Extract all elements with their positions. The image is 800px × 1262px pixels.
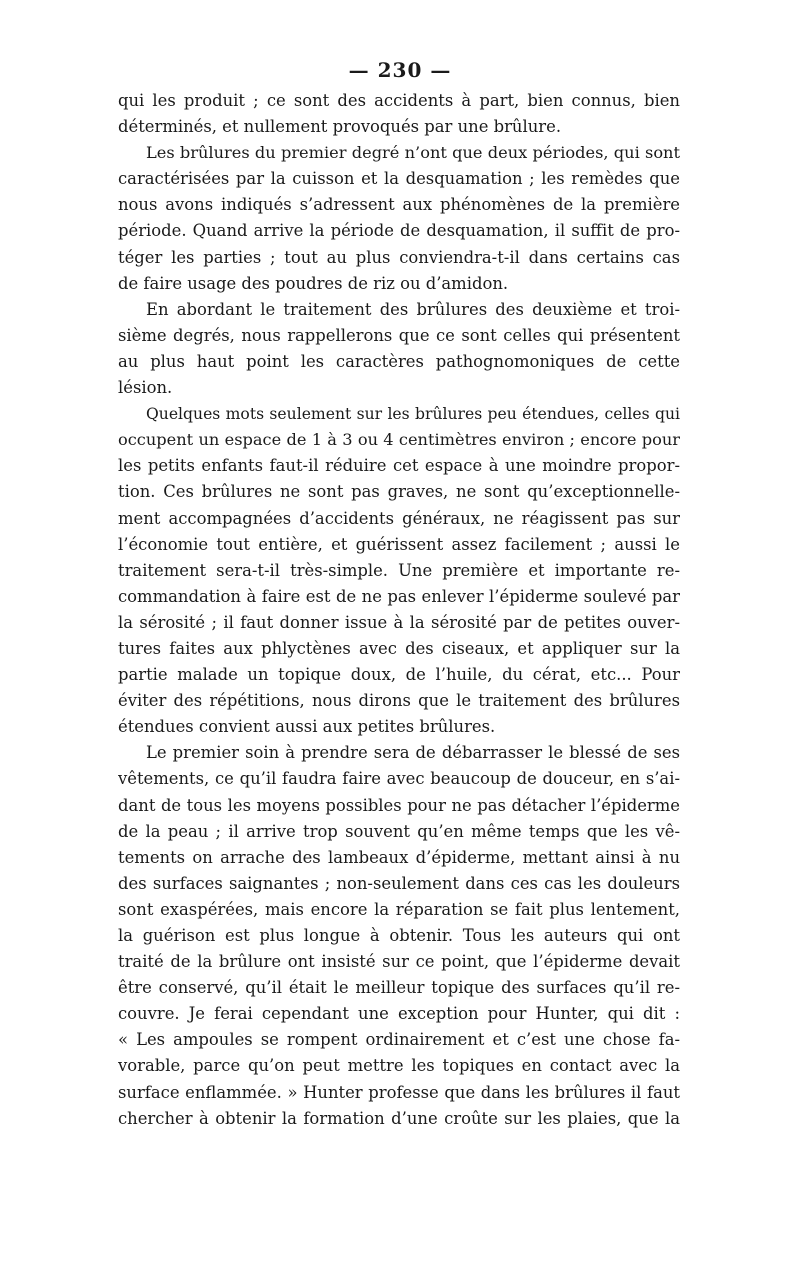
text-line: traitement sera-t-il très-simple. Une première et importante re- [118, 560, 680, 580]
text-line: la sérosité ; il faut donner issue à la sérosité par de petites ouver- [118, 612, 680, 632]
text-line: sième degrés, nous rappellerons que ce sont celles qui présentent [118, 325, 680, 345]
text-line: couvre. Je ferai cependant une exception pour Hunter, qui dit : [118, 1004, 680, 1024]
text-line: commandation à faire est de ne pas enlever l’épiderme soulevé par [118, 586, 680, 606]
text-line: dant de tous les moyens possibles pour ne pas détacher l’épiderme [118, 795, 680, 815]
text-line: sont exaspérées, mais encore la réparation se fait plus lentement, [118, 899, 680, 919]
text-line: des surfaces saignantes ; non-seulement dans ces cas les douleurs [118, 873, 680, 893]
text-line: lésion. [118, 378, 173, 398]
text-line: période. Quand arrive la période de desquamation, il suffit de pro- [118, 221, 680, 241]
text-line: vêtements, ce qu’il faudra faire avec beaucoup de douceur, en s’ai- [118, 769, 680, 789]
text-line: l’économie tout entière, et guérissent assez facilement ; aussi le [118, 534, 680, 554]
text-line: être conservé, qu’il était le meilleur topique des surfaces qu’il re- [118, 978, 680, 998]
text-line: au plus haut point les caractères pathognomoniques de cette [118, 351, 680, 371]
text-line: caractérisées par la cuisson et la desquamation ; les remèdes que [118, 169, 680, 189]
text-line: téger les parties ; tout au plus conviendra-t-il dans certains cas [118, 247, 680, 267]
text-line: tures faites aux phlyctènes avec des ciseaux, et appliquer sur la [118, 638, 680, 658]
text-line: ment accompagnées d’accidents généraux, ne réagissent pas sur [118, 508, 680, 528]
text-line: vorable, parce qu’on peut mettre les topiques en contact avec la [118, 1056, 680, 1076]
text-line: étendues convient aussi aux petites brûlures. [118, 717, 496, 737]
text-line: éviter des répétitions, nous dirons que le traitement des brûlures [118, 691, 680, 711]
text-line: de la peau ; il arrive trop souvent qu’en même temps que les vê- [118, 821, 680, 841]
text-line: tements on arrache des lambeaux d’épiderme, mettant ainsi à nu [118, 847, 680, 867]
text-line: occupent un espace de 1 à 3 ou 4 centimètres environ ; encore pour [118, 430, 680, 450]
text-line: tion. Ces brûlures ne sont pas graves, ne sont qu’exceptionnelle- [118, 482, 680, 502]
text-line: Quelques mots seulement sur les brûlures peu étendues, celles qui [146, 405, 680, 424]
text-line: les petits enfants faut-il réduire cet espace à une moindre propor- [118, 456, 680, 476]
page-number: — 230 — [348, 58, 452, 82]
body-text [118, 88, 680, 1132]
text-line: partie malade un topique doux, de l’huile, du cérat, etc... Pour [118, 665, 680, 685]
text-line: En abordant le traitement des brûlures des deuxième et troi- [146, 299, 680, 319]
text-line: nous avons indiqués s’adressent aux phénomènes de la première [118, 195, 680, 215]
text-line: Les brûlures du premier degré n’ont que deux périodes, qui sont [146, 143, 680, 163]
text-line: « Les ampoules se rompent ordinairement et c’est une chose fa- [118, 1030, 680, 1050]
text-line: la guérison est plus longue à obtenir. Tous les auteurs qui ont [118, 926, 680, 945]
text-line: surface enflammée. » Hunter professe que dans les brûlures il faut [118, 1082, 680, 1102]
text-line: de faire usage des poudres de riz ou d’amidon. [118, 273, 509, 293]
text-line: Le premier soin à prendre sera de débarrasser le blessé de ses [146, 743, 680, 763]
text-line: chercher à obtenir la formation d’une croûte sur les plaies, que la [118, 1108, 680, 1128]
text-line: qui les produit ; ce sont des accidents à part, bien connus, bien [118, 91, 680, 110]
text-line: déterminés, et nullement provoqués par une brûlure. [118, 117, 562, 137]
text-line: traité de la brûlure ont insisté sur ce point, que l’épiderme devait [118, 952, 680, 972]
